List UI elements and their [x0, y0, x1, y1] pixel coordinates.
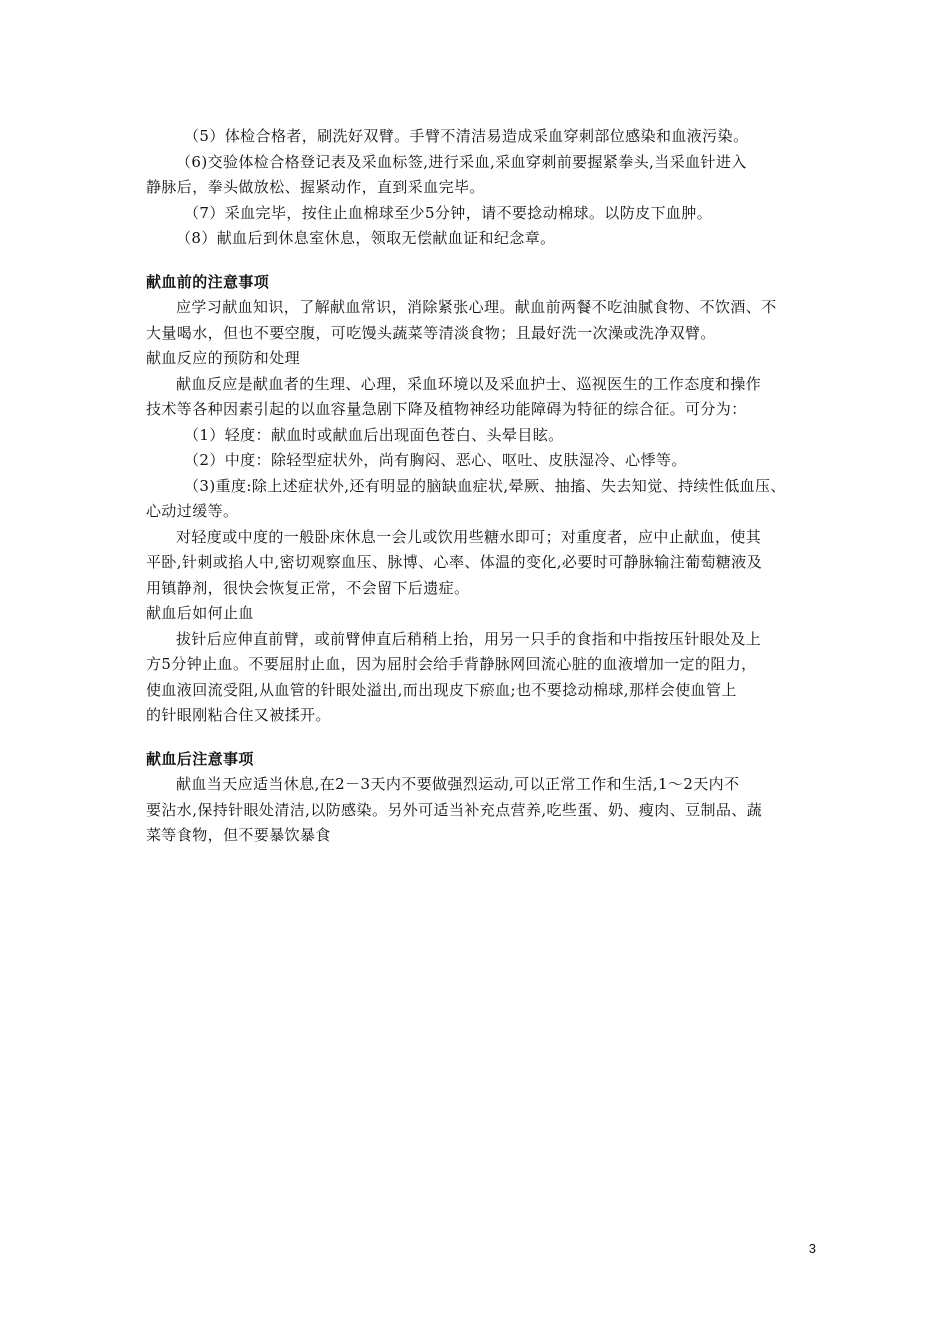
paragraph-line: 心动过缓等。 [146, 502, 239, 520]
step-7-line: （7）采血完毕，按住止血棉球至少5分钟，请不要捻动棉球。以防皮下血肿。 [184, 203, 713, 222]
paragraph-line: 平卧,针刺或掐人中,密切观察血压、脉博、心率、体温的变化,必要时可静脉输注葡萄糖液及 [146, 553, 763, 571]
page-number: 3 [808, 1241, 816, 1256]
reaction-severe-line: （3)重度:除上述症状外,还有明显的脑缺血症状,晕厥、抽搐、失去知觉、持续性低血压、 [184, 476, 786, 495]
paragraph-line: 要沾水,保持针眼处清洁,以防感染。另外可适当补充点营养,吃些蛋、奶、瘦肉、豆制品、蔬 [146, 800, 763, 819]
document-body [146, 124, 814, 849]
section-spacer [146, 252, 814, 270]
section-heading-reaction: 献血反应的预防和处理 [146, 349, 301, 367]
paragraph-line: 技术等各种因素引起的以血容量急剧下降及植物神经功能障碍为特征的综合征。可分为： [146, 400, 747, 418]
reaction-moderate-line: （2）中度：除轻型症状外，尚有胸闷、恶心、呕吐、皮肤湿冷、心悸等。 [184, 451, 687, 469]
step-6-line: （6)交验体检合格登记表及采血标签,进行采血,采血穿刺前要握紧拳头,当采血针进入 [176, 152, 747, 171]
paragraph-line: 使血液回流受阻,从血管的针眼处溢出,而出现皮下瘀血;也不要捻动棉球,那样会使血管上 [146, 680, 737, 699]
section-heading-before-donation: 献血前的注意事项 [146, 272, 270, 291]
step-8-line: （8）献血后到休息室休息，领取无偿献血证和纪念章。 [176, 229, 556, 247]
paragraph-line: 拔针后应伸直前臂，或前臂伸直后稍稍上抬，用另一只手的食指和中指按压针眼处及上 [176, 629, 762, 648]
paragraph-line: 大量喝水，但也不要空腹，可吃馒头蔬菜等清淡食物；且最好洗一次澡或洗净双臂。 [146, 323, 716, 342]
step-5-line: （5）体检合格者，刷洗好双臂。手臂不清洁易造成采血穿刺部位感染和血液污染。 [184, 127, 749, 145]
step-6-continuation-line: 静脉后，拳头做放松、握紧动作，直到采血完毕。 [146, 178, 485, 196]
reaction-mild-line: （1）轻度：献血时或献血后出现面色苍白、头晕目眩。 [184, 425, 564, 444]
paragraph-line: 应学习献血知识，了解献血常识，消除紧张心理。献血前两餐不吃油腻食物、不饮酒、不 [176, 298, 777, 316]
paragraph-line: 对轻度或中度的一般卧床休息一会儿或饮用些糖水即可；对重度者，应中止献血，使其 [176, 527, 762, 546]
paragraph-line: 的针眼刚粘合住又被揉开。 [146, 706, 331, 724]
paragraph-line: 用镇静剂，很快会恢复正常，不会留下后遗症。 [146, 578, 470, 597]
paragraph-line: 献血当天应适当休息,在2－3天内不要做强烈运动,可以正常工作和生活,1～2天内不 [176, 775, 740, 793]
paragraph-line: 菜等食物，但不要暴饮暴食 [146, 826, 331, 844]
section-heading-stop-bleeding: 献血后如何止血 [146, 604, 254, 622]
paragraph-line: 方5分钟止血。不要屈肘止血，因为屈肘会给手背静脉网回流心脏的血液增加一定的阻力， [146, 655, 757, 673]
section-spacer [146, 729, 814, 747]
section-heading-after-donation: 献血后注意事项 [146, 749, 254, 768]
paragraph-line: 献血反应是献血者的生理、心理，采血环境以及采血护士、巡视医生的工作态度和操作 [176, 374, 762, 393]
